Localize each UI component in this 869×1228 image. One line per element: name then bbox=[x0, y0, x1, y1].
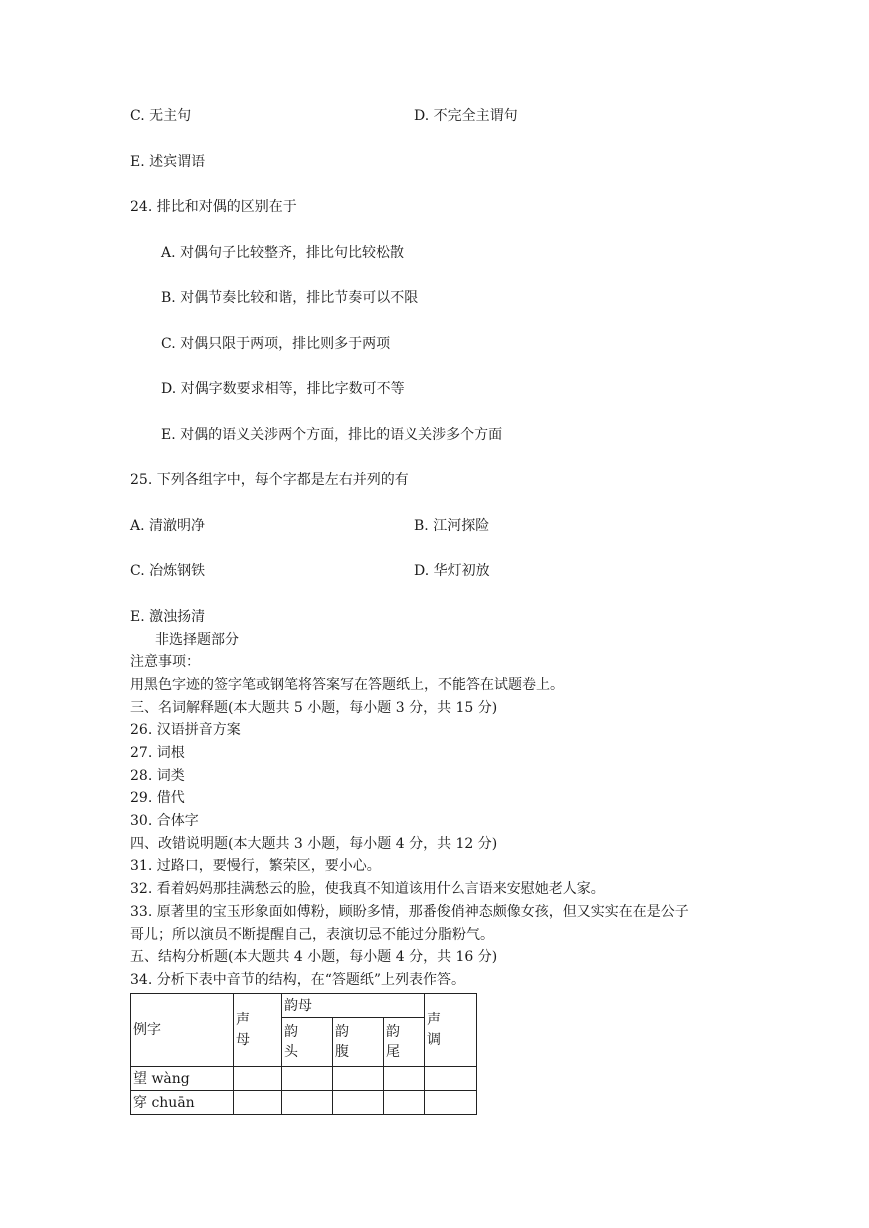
question-33-line1: 33. 原著里的宝玉形象面如傅粉，顾盼多情，那番俊俏神态颇像女孩，但又实实在在是公子 bbox=[130, 904, 689, 920]
q25-option-b: B. 江河探险 bbox=[414, 518, 490, 534]
empty-cell bbox=[234, 1067, 282, 1091]
q24-option-b: B. 对偶节奏比较和谐，排比节奏可以不限 bbox=[161, 290, 419, 306]
header-ending: 韵 尾 bbox=[384, 1018, 425, 1067]
question-34: 34. 分析下表中音节的结构，在“答题纸”上列表作答。 bbox=[130, 972, 466, 988]
header-main-vowel: 韵 腹 bbox=[333, 1018, 384, 1067]
q25-option-a: A. 清澈明净 bbox=[130, 518, 206, 534]
q24-option-c: C. 对偶只限于两项，排比则多于两项 bbox=[161, 336, 391, 352]
q24-option-e: E. 对偶的语义关涉两个方面，排比的语义关涉多个方面 bbox=[161, 427, 503, 443]
header-medial: 韵 头 bbox=[282, 1018, 333, 1067]
q24-stem: 24. 排比和对偶的区别在于 bbox=[130, 199, 297, 215]
notice-title: 注意事项： bbox=[130, 654, 200, 670]
q25-stem: 25. 下列各组字中，每个字都是左右并列的有 bbox=[130, 472, 409, 488]
empty-cell bbox=[384, 1067, 425, 1091]
notice-body: 用黑色字迹的签字笔或钢笔将答案写在答题纸上，不能答在试题卷上。 bbox=[130, 677, 564, 693]
q25-option-e: E. 激浊扬清 bbox=[130, 609, 206, 625]
table-row bbox=[131, 1067, 477, 1091]
q23-option-d: D. 不完全主谓句 bbox=[414, 108, 518, 124]
header-initial: 声 母 bbox=[234, 994, 282, 1067]
row-example: 望 wàng bbox=[131, 1067, 234, 1091]
question-31: 31. 过路口，要慢行，繁荣区，要小心。 bbox=[130, 858, 381, 874]
empty-cell bbox=[282, 1067, 333, 1091]
question-32: 32. 看着妈妈那挂满愁云的脸，使我真不知道该用什么言语来安慰她老人家。 bbox=[130, 881, 605, 897]
empty-cell bbox=[333, 1067, 384, 1091]
section5-heading: 五、结构分析题(本大题共 4 小题，每小题 4 分，共 16 分) bbox=[130, 949, 498, 965]
part2-title: 非选择题部分 bbox=[155, 632, 239, 648]
empty-cell bbox=[425, 1067, 477, 1091]
table-row bbox=[131, 1091, 477, 1115]
question-30: 30. 合体字 bbox=[130, 813, 199, 829]
header-final: 韵母 bbox=[282, 994, 425, 1018]
empty-cell bbox=[282, 1091, 333, 1115]
header-example: 例字 bbox=[131, 994, 234, 1067]
empty-cell bbox=[333, 1091, 384, 1115]
empty-cell bbox=[384, 1091, 425, 1115]
row-example: 穿 chuān bbox=[131, 1091, 234, 1115]
syllable-structure-table bbox=[130, 993, 477, 1115]
question-26: 26. 汉语拼音方案 bbox=[130, 722, 241, 738]
question-29: 29. 借代 bbox=[130, 790, 185, 806]
question-27: 27. 词根 bbox=[130, 745, 185, 761]
q23-option-e: E. 述宾谓语 bbox=[130, 154, 206, 170]
question-28: 28. 词类 bbox=[130, 768, 185, 784]
question-33-line2: 哥儿；所以演员不断提醒自己，表演切忌不能过分脂粉气。 bbox=[130, 927, 494, 943]
q24-option-a: A. 对偶句子比较整齐，排比句比较松散 bbox=[161, 245, 405, 261]
header-tone: 声 调 bbox=[425, 994, 477, 1067]
q25-option-c: C. 冶炼钢铁 bbox=[130, 563, 206, 579]
section3-heading: 三、名词解释题(本大题共 5 小题，每小题 3 分，共 15 分) bbox=[130, 700, 498, 716]
q23-option-c: C. 无主句 bbox=[130, 108, 192, 124]
empty-cell bbox=[425, 1091, 477, 1115]
section4-heading: 四、改错说明题(本大题共 3 小题，每小题 4 分，共 12 分) bbox=[130, 836, 498, 852]
empty-cell bbox=[234, 1091, 282, 1115]
q25-option-d: D. 华灯初放 bbox=[414, 563, 490, 579]
q24-option-d: D. 对偶字数要求相等，排比字数可不等 bbox=[161, 381, 405, 397]
